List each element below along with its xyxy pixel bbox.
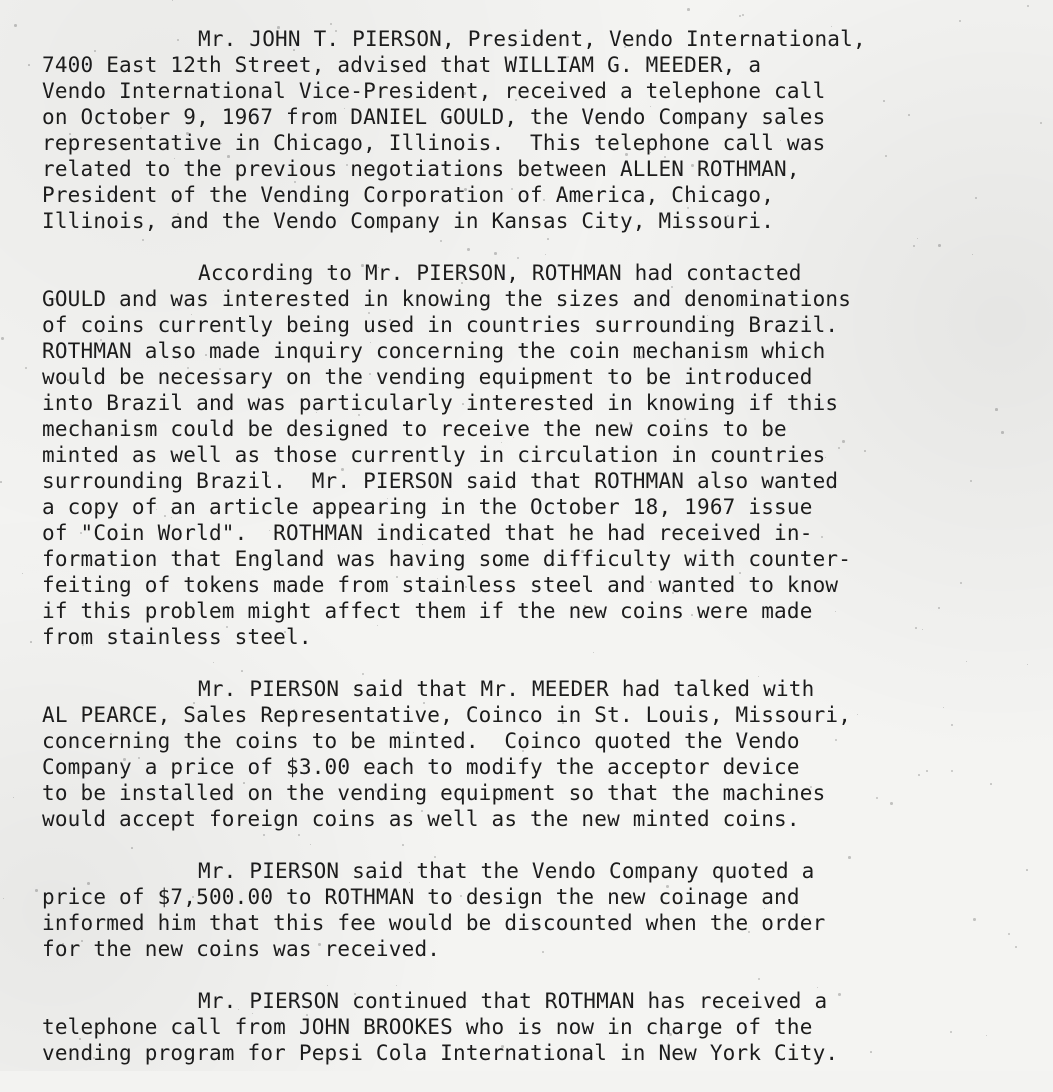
- speckle-noise: [461, 282, 463, 284]
- speckle-noise: [883, 100, 885, 102]
- speckle-noise: [131, 847, 133, 849]
- speckle-noise: [938, 607, 940, 609]
- paragraph-line: would be necessary on the vending equipment to be introduced: [42, 365, 813, 389]
- speckle-noise: [176, 198, 179, 201]
- paragraph-line: if this problem might affect them if the new coins were made: [42, 599, 813, 623]
- speckle-noise: [669, 1033, 672, 1036]
- speckle-noise: [437, 578, 438, 579]
- speckle-noise: [238, 1009, 239, 1010]
- paragraph-line: telephone call from JOHN BROOKES who is now in charge of the: [42, 1015, 813, 1039]
- paragraph-line: price of $7,500.00 to ROTHMAN to design the new coinage and: [42, 885, 800, 909]
- paragraph-line: mechanism could be designed to receive the new coins to be: [42, 417, 787, 441]
- speckle-noise: [584, 605, 586, 607]
- paragraph-line: representative in Chicago, Illinois. This telephone call was: [42, 131, 826, 155]
- speckle-noise: [995, 408, 998, 411]
- paragraph-line: President of the Vending Corporation of America, Chicago,: [42, 183, 775, 207]
- speckle-noise: [186, 132, 189, 135]
- speckle-noise: [1015, 946, 1017, 948]
- paragraph-line: from stainless steel.: [42, 625, 312, 649]
- paragraph-line: Vendo International Vice-President, received a telephone call: [42, 79, 826, 103]
- speckle-noise: [30, 641, 32, 643]
- speckle-noise: [226, 626, 228, 628]
- speckle-noise: [330, 23, 332, 25]
- speckle-noise: [79, 1038, 81, 1040]
- paragraph-1: [42, 26, 1032, 234]
- speckle-noise: [310, 865, 312, 867]
- speckle-noise: [1, 337, 4, 340]
- paragraph-first-line: Mr. PIERSON said that Mr. MEEDER had talked with: [198, 677, 815, 701]
- speckle-noise: [460, 895, 462, 897]
- paragraph-line: to be installed on the vending equipment so that the machines: [42, 781, 826, 805]
- speckle-noise: [13, 797, 14, 798]
- speckle-noise: [213, 662, 214, 663]
- speckle-noise: [650, 581, 652, 583]
- paragraph-line: for the new coins was received.: [42, 937, 441, 961]
- speckle-noise: [341, 468, 344, 471]
- speckle-noise: [423, 702, 425, 704]
- speckle-noise: [284, 631, 286, 633]
- speckle-noise: [554, 450, 557, 453]
- speckle-noise: [542, 951, 544, 953]
- speckle-noise: [547, 238, 549, 240]
- speckle-noise: [54, 298, 56, 300]
- speckle-noise: [664, 156, 666, 158]
- speckle-noise: [794, 482, 795, 483]
- speckle-noise: [277, 61, 280, 64]
- speckle-noise: [990, 783, 992, 785]
- speckle-noise: [396, 576, 398, 578]
- paragraph-4: [42, 858, 1032, 962]
- paragraph-line: into Brazil and was particularly interested in knowing if this: [42, 391, 839, 415]
- speckle-noise: [306, 166, 308, 168]
- speckle-noise: [243, 782, 245, 784]
- speckle-noise: [101, 226, 104, 229]
- paragraph-first-line: According to Mr. PIERSON, ROTHMAN had contacted: [198, 261, 802, 285]
- paragraph-line: would accept foreign coins as well as the new minted coins.: [42, 807, 800, 831]
- speckle-noise: [464, 188, 467, 191]
- paragraph-line: informed him that this fee would be discounted when the order: [42, 911, 826, 935]
- speckle-noise: [123, 758, 126, 761]
- speckle-noise: [739, 572, 741, 574]
- speckle-noise: [67, 379, 69, 381]
- speckle-noise: [691, 614, 693, 616]
- speckle-noise: [205, 354, 207, 356]
- paragraph-line: formation that England was having some difficulty with counter-: [42, 547, 852, 571]
- speckle-noise: [402, 844, 404, 846]
- speckle-noise: [1026, 869, 1028, 871]
- paragraph-3: [42, 676, 1032, 832]
- speckle-noise: [691, 164, 694, 167]
- speckle-noise: [650, 106, 651, 107]
- speckle-noise: [3, 898, 4, 899]
- speckle-noise: [28, 64, 30, 66]
- paragraph-line: Illinois, and the Vendo Company in Kansas City, Missouri.: [42, 209, 775, 233]
- paragraph-line: GOULD and was interested in knowing the sizes and denominations: [42, 287, 852, 311]
- speckle-noise: [93, 1057, 95, 1059]
- speckle-noise: [522, 750, 524, 752]
- paragraph-line: Company a price of $3.00 each to modify the acceptor device: [42, 755, 800, 779]
- speckle-noise: [557, 264, 560, 267]
- paragraph-first-line: Mr. JOHN T. PIERSON, President, Vendo International,: [198, 27, 866, 51]
- speckle-noise: [629, 422, 632, 425]
- speckle-noise: [110, 432, 113, 435]
- speckle-noise: [666, 885, 669, 888]
- speckle-noise: [25, 367, 27, 369]
- speckle-noise: [293, 49, 295, 51]
- speckle-noise: [254, 557, 256, 559]
- speckle-noise: [890, 802, 893, 805]
- speckle-noise: [687, 8, 690, 11]
- speckle-noise: [501, 1045, 504, 1048]
- speckle-noise: [87, 882, 90, 885]
- speckle-noise: [951, 724, 953, 726]
- speckle-noise: [35, 889, 38, 892]
- paragraph-line: AL PEARCE, Sales Representative, Coinco in St. Louis, Missouri,: [42, 703, 852, 727]
- speckle-noise: [870, 1051, 872, 1053]
- speckle-noise: [973, 918, 976, 921]
- speckle-noise: [918, 774, 920, 776]
- speckle-noise: [110, 733, 112, 735]
- paragraph-line: concerning the coins to be minted. Coinco quoted the Vendo: [42, 729, 800, 753]
- paragraph-line: a copy of an article appearing in the October 18, 1967 issue: [42, 495, 813, 519]
- speckle-noise: [710, 580, 712, 582]
- paragraph-line: vending program for Pepsi Cola International in New York City.: [42, 1041, 839, 1065]
- speckle-noise: [1027, 5, 1029, 7]
- speckle-noise: [848, 856, 851, 859]
- speckle-noise: [725, 926, 728, 929]
- speckle-noise: [22, 573, 23, 574]
- paragraph-first-line: Mr. PIERSON said that the Vendo Company quoted a: [198, 859, 815, 883]
- paragraph-line: surrounding Brazil. Mr. PIERSON said that ROTHMAN also wanted: [42, 469, 839, 493]
- speckle-noise: [742, 14, 744, 16]
- paragraph-line: on October 9, 1967 from DANIEL GOULD, the Vendo Company sales: [42, 105, 826, 129]
- speckle-noise: [511, 188, 513, 190]
- paragraph-2: [42, 260, 1032, 650]
- speckle-noise: [1027, 664, 1028, 665]
- speckle-noise: [81, 940, 83, 942]
- speckle-noise: [1001, 431, 1004, 434]
- speckle-noise: [639, 356, 642, 359]
- speckle-noise: [463, 92, 466, 95]
- speckle-noise: [714, 690, 716, 692]
- speckle-noise: [440, 240, 442, 242]
- speckle-noise: [838, 993, 841, 996]
- speckle-noise: [241, 670, 243, 672]
- speckle-noise: [741, 740, 743, 742]
- document-body: [42, 26, 1032, 1092]
- speckle-noise: [908, 114, 910, 116]
- speckle-noise: [625, 153, 628, 156]
- speckle-noise: [581, 550, 584, 553]
- speckle-noise: [462, 403, 464, 405]
- paragraph-line: feiting of tokens made from stainless steel and wanted to know: [42, 573, 839, 597]
- speckle-noise: [277, 26, 280, 29]
- speckle-noise: [193, 702, 195, 704]
- speckle-noise: [263, 834, 265, 836]
- speckle-noise: [306, 1014, 308, 1016]
- speckle-noise: [842, 440, 845, 443]
- speckle-noise: [864, 450, 866, 452]
- paragraph-line: ROTHMAN also made inquiry concerning the coin mechanism which: [42, 339, 826, 363]
- speckle-noise: [298, 834, 300, 836]
- speckle-noise: [938, 244, 941, 247]
- paragraph-line: minted as well as those currently in circulation in countries: [42, 443, 826, 467]
- speckle-noise: [1040, 122, 1042, 124]
- speckle-noise: [172, 0, 173, 1]
- speckle-noise: [192, 896, 194, 898]
- speckle-noise: [94, 50, 96, 52]
- speckle-noise: [684, 418, 686, 420]
- speckle-noise: [554, 1007, 556, 1009]
- speckle-noise: [494, 252, 497, 255]
- speckle-noise: [562, 722, 564, 724]
- paragraph-line: of coins currently being used in countries surrounding Brazil.: [42, 313, 839, 337]
- speckle-noise: [361, 264, 364, 267]
- speckle-noise: [950, 1031, 952, 1033]
- speckle-noise: [164, 515, 166, 517]
- speckle-noise: [434, 856, 436, 858]
- paragraph-first-line: Mr. PIERSON continued that ROTHMAN has received a: [198, 989, 828, 1013]
- paragraph-line: 7400 East 12th Street, advised that WILLIAM G. MEEDER, a: [42, 53, 762, 77]
- speckle-noise: [511, 489, 512, 490]
- speckle-noise: [926, 770, 928, 772]
- speckle-noise: [227, 155, 230, 158]
- speckle-noise: [739, 15, 741, 17]
- speckle-noise: [377, 625, 378, 626]
- speckle-noise: [540, 37, 543, 40]
- speckle-noise: [346, 164, 348, 166]
- speckle-noise: [761, 292, 763, 294]
- speckle-noise: [14, 24, 17, 27]
- paragraph-line: related to the previous negotiations between ALLEN ROTHMAN,: [42, 157, 800, 181]
- speckle-noise: [959, 20, 961, 22]
- speckle-noise: [838, 447, 840, 449]
- speckle-noise: [0, 481, 2, 483]
- speckle-noise: [465, 586, 467, 588]
- speckle-noise: [646, 67, 648, 69]
- speckle-noise: [82, 644, 84, 646]
- speckle-noise: [69, 133, 71, 135]
- speckle-noise: [588, 123, 590, 125]
- paragraph-5: [42, 988, 1032, 1066]
- speckle-noise: [328, 872, 330, 874]
- speckle-noise: [915, 627, 917, 629]
- speckle-noise: [318, 943, 321, 946]
- paragraph-line: of "Coin World". ROTHMAN indicated that he had received in-: [42, 521, 813, 545]
- speckle-noise: [467, 248, 470, 251]
